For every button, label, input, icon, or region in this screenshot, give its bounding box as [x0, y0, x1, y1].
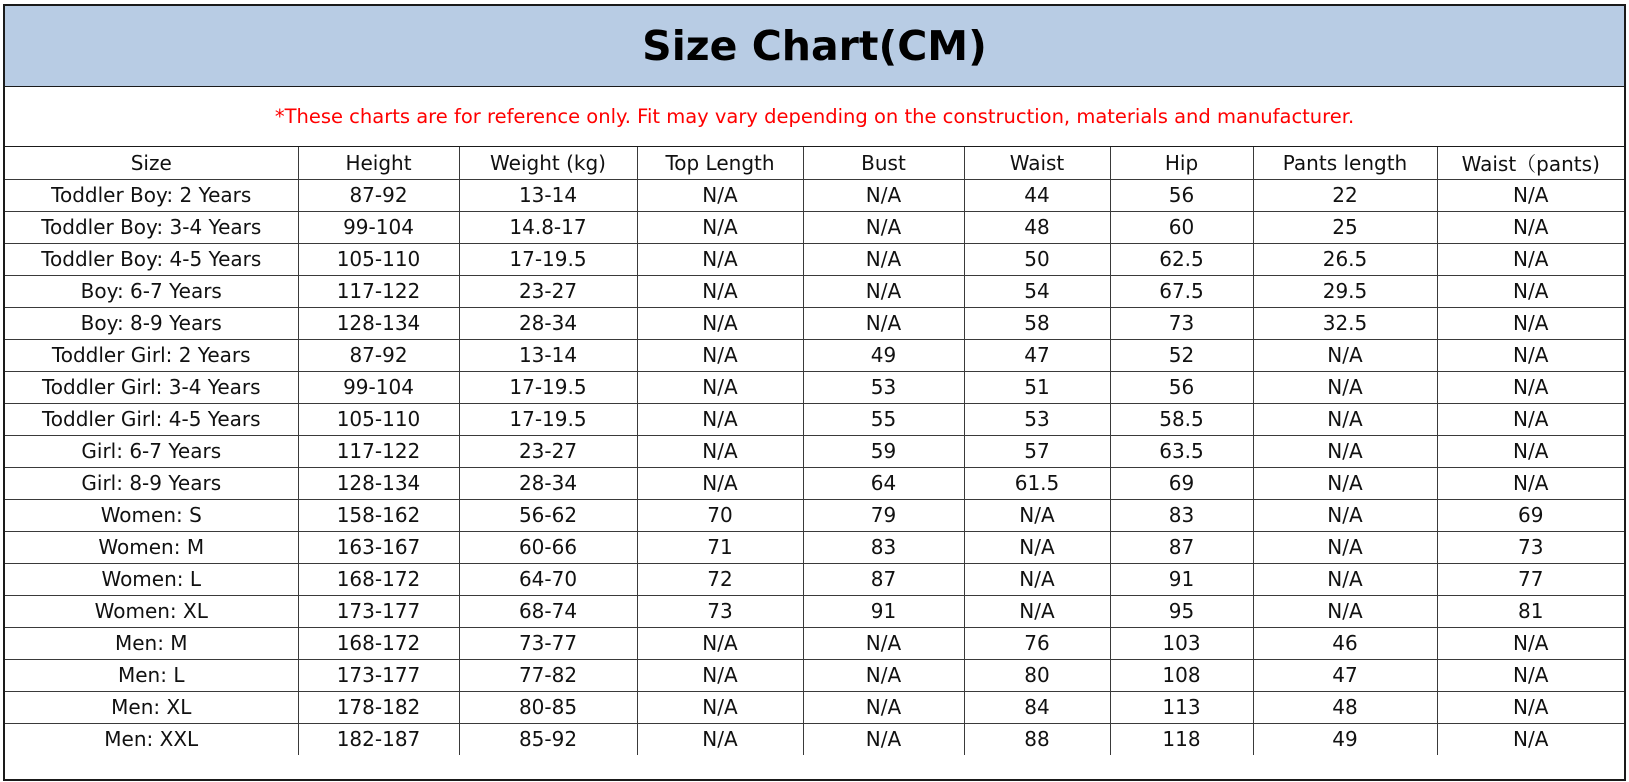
table-cell-size: Men: XL — [5, 691, 298, 723]
table-cell-height: 87-92 — [298, 339, 459, 371]
table-cell-waist-pants: N/A — [1437, 691, 1624, 723]
page-title: Size Chart(CM) — [642, 22, 987, 70]
table-cell-height: 178-182 — [298, 691, 459, 723]
table-row — [5, 403, 1624, 435]
table-row — [5, 307, 1624, 339]
table-cell-weight: 28-34 — [459, 307, 637, 339]
table-row — [5, 467, 1624, 499]
column-header-bust: Bust — [803, 147, 964, 179]
table-row — [5, 563, 1624, 595]
table-cell-waist-pants: N/A — [1437, 307, 1624, 339]
table-cell-height: 168-172 — [298, 627, 459, 659]
table-cell-pants-length: 49 — [1253, 723, 1437, 755]
table-cell-pants-length: N/A — [1253, 339, 1437, 371]
table-cell-bust: N/A — [803, 243, 964, 275]
table-cell-size: Women: L — [5, 563, 298, 595]
table-cell-hip: 87 — [1110, 531, 1253, 563]
table-cell-hip: 69 — [1110, 467, 1253, 499]
table-cell-bust: N/A — [803, 275, 964, 307]
table-cell-pants-length: 32.5 — [1253, 307, 1437, 339]
table-cell-pants-length: N/A — [1253, 435, 1437, 467]
table-cell-top-length: N/A — [637, 403, 803, 435]
column-header-waist-pants: Waist（pants) — [1437, 147, 1624, 179]
table-cell-height: 168-172 — [298, 563, 459, 595]
table-cell-hip: 52 — [1110, 339, 1253, 371]
disclaimer-note: *These charts are for reference only. Fit may vary depending on the construction, materials and manufacturer. — [274, 105, 1355, 128]
table-cell-pants-length: N/A — [1253, 531, 1437, 563]
table-cell-size: Toddler Boy: 3-4 Years — [5, 211, 298, 243]
table-cell-bust: 64 — [803, 467, 964, 499]
column-header-waist: Waist — [964, 147, 1110, 179]
table-cell-weight: 56-62 — [459, 499, 637, 531]
table-cell-weight: 23-27 — [459, 275, 637, 307]
table-cell-waist: 54 — [964, 275, 1110, 307]
table-body — [5, 179, 1624, 755]
table-cell-top-length: N/A — [637, 339, 803, 371]
table-cell-hip: 67.5 — [1110, 275, 1253, 307]
table-cell-hip: 91 — [1110, 563, 1253, 595]
table-row — [5, 211, 1624, 243]
table-cell-top-length: N/A — [637, 467, 803, 499]
table-cell-pants-length: 26.5 — [1253, 243, 1437, 275]
table-cell-hip: 73 — [1110, 307, 1253, 339]
table-cell-waist-pants: 69 — [1437, 499, 1624, 531]
table-row — [5, 243, 1624, 275]
table-cell-bust: 83 — [803, 531, 964, 563]
table-cell-height: 173-177 — [298, 595, 459, 627]
table-cell-waist-pants: 73 — [1437, 531, 1624, 563]
table-cell-waist-pants: N/A — [1437, 659, 1624, 691]
table-cell-hip: 63.5 — [1110, 435, 1253, 467]
table-cell-top-length: 71 — [637, 531, 803, 563]
column-header-pants-length: Pants length — [1253, 147, 1437, 179]
table-cell-weight: 13-14 — [459, 179, 637, 211]
table-cell-pants-length: N/A — [1253, 467, 1437, 499]
table-cell-size: Toddler Girl: 3-4 Years — [5, 371, 298, 403]
table-cell-height: 105-110 — [298, 243, 459, 275]
table-cell-height: 117-122 — [298, 435, 459, 467]
table-cell-hip: 56 — [1110, 371, 1253, 403]
table-cell-waist: N/A — [964, 499, 1110, 531]
table-cell-waist-pants: N/A — [1437, 243, 1624, 275]
table-row — [5, 179, 1624, 211]
table-cell-weight: 85-92 — [459, 723, 637, 755]
table-row — [5, 435, 1624, 467]
table-cell-weight: 23-27 — [459, 435, 637, 467]
table-row — [5, 595, 1624, 627]
table-cell-pants-length: N/A — [1253, 595, 1437, 627]
table-cell-waist-pants: N/A — [1437, 627, 1624, 659]
table-cell-top-length: N/A — [637, 723, 803, 755]
table-cell-waist: 61.5 — [964, 467, 1110, 499]
table-row — [5, 339, 1624, 371]
table-cell-size: Boy: 8-9 Years — [5, 307, 298, 339]
table-cell-height: 128-134 — [298, 307, 459, 339]
table-cell-size: Boy: 6-7 Years — [5, 275, 298, 307]
table-cell-waist-pants: N/A — [1437, 723, 1624, 755]
table-cell-waist: 50 — [964, 243, 1110, 275]
table-cell-pants-length: 48 — [1253, 691, 1437, 723]
table-cell-waist-pants: N/A — [1437, 467, 1624, 499]
table-header — [5, 147, 1624, 179]
table-cell-waist: N/A — [964, 531, 1110, 563]
table-cell-pants-length: N/A — [1253, 563, 1437, 595]
table-cell-pants-length: N/A — [1253, 403, 1437, 435]
table-cell-pants-length: 22 — [1253, 179, 1437, 211]
table-cell-pants-length: 47 — [1253, 659, 1437, 691]
table-cell-pants-length: N/A — [1253, 499, 1437, 531]
table-cell-bust: 79 — [803, 499, 964, 531]
table-cell-top-length: N/A — [637, 371, 803, 403]
table-cell-waist-pants: N/A — [1437, 339, 1624, 371]
column-header-top-length: Top Length — [637, 147, 803, 179]
table-cell-waist: 47 — [964, 339, 1110, 371]
table-cell-waist-pants: N/A — [1437, 371, 1624, 403]
table-cell-top-length: N/A — [637, 435, 803, 467]
table-cell-height: 163-167 — [298, 531, 459, 563]
table-row — [5, 627, 1624, 659]
table-cell-size: Men: M — [5, 627, 298, 659]
table-cell-waist: 80 — [964, 659, 1110, 691]
table-cell-waist: 58 — [964, 307, 1110, 339]
table-cell-top-length: N/A — [637, 659, 803, 691]
table-row — [5, 691, 1624, 723]
table-cell-height: 128-134 — [298, 467, 459, 499]
table-cell-bust: N/A — [803, 627, 964, 659]
size-chart-sheet — [3, 4, 1626, 781]
table-cell-waist-pants: N/A — [1437, 275, 1624, 307]
table-cell-hip: 95 — [1110, 595, 1253, 627]
table-row — [5, 275, 1624, 307]
table-cell-top-length: N/A — [637, 627, 803, 659]
table-cell-size: Girl: 6-7 Years — [5, 435, 298, 467]
table-cell-weight: 73-77 — [459, 627, 637, 659]
table-cell-height: 99-104 — [298, 211, 459, 243]
table-cell-top-length: N/A — [637, 179, 803, 211]
table-cell-pants-length: N/A — [1253, 371, 1437, 403]
table-cell-top-length: 72 — [637, 563, 803, 595]
table-cell-bust: 91 — [803, 595, 964, 627]
table-cell-weight: 64-70 — [459, 563, 637, 595]
table-cell-hip: 58.5 — [1110, 403, 1253, 435]
table-cell-size: Women: XL — [5, 595, 298, 627]
table-cell-hip: 62.5 — [1110, 243, 1253, 275]
table-cell-height: 105-110 — [298, 403, 459, 435]
table-cell-size: Women: M — [5, 531, 298, 563]
table-cell-waist-pants: 81 — [1437, 595, 1624, 627]
table-cell-hip: 108 — [1110, 659, 1253, 691]
table-cell-waist: 76 — [964, 627, 1110, 659]
table-cell-weight: 28-34 — [459, 467, 637, 499]
table-cell-hip: 56 — [1110, 179, 1253, 211]
table-cell-weight: 17-19.5 — [459, 243, 637, 275]
table-cell-bust: 49 — [803, 339, 964, 371]
table-cell-bust: N/A — [803, 211, 964, 243]
table-cell-hip: 113 — [1110, 691, 1253, 723]
table-cell-waist: 53 — [964, 403, 1110, 435]
table-cell-waist: 84 — [964, 691, 1110, 723]
disclaimer-band — [5, 87, 1624, 147]
table-cell-size: Men: XXL — [5, 723, 298, 755]
table-cell-size: Girl: 8-9 Years — [5, 467, 298, 499]
table-cell-bust: N/A — [803, 723, 964, 755]
table-row — [5, 531, 1624, 563]
table-cell-pants-length: 46 — [1253, 627, 1437, 659]
table-cell-height: 158-162 — [298, 499, 459, 531]
table-cell-top-length: N/A — [637, 307, 803, 339]
table-cell-weight: 17-19.5 — [459, 371, 637, 403]
table-row — [5, 371, 1624, 403]
table-cell-top-length: N/A — [637, 243, 803, 275]
table-cell-size: Toddler Boy: 4-5 Years — [5, 243, 298, 275]
table-cell-top-length: 70 — [637, 499, 803, 531]
table-cell-hip: 118 — [1110, 723, 1253, 755]
column-header-weight: Weight (kg) — [459, 147, 637, 179]
table-row — [5, 659, 1624, 691]
table-cell-height: 87-92 — [298, 179, 459, 211]
table-cell-weight: 68-74 — [459, 595, 637, 627]
table-cell-waist-pants: N/A — [1437, 211, 1624, 243]
table-cell-top-length: N/A — [637, 691, 803, 723]
table-cell-height: 117-122 — [298, 275, 459, 307]
table-cell-height: 99-104 — [298, 371, 459, 403]
table-cell-bust: 55 — [803, 403, 964, 435]
table-cell-hip: 83 — [1110, 499, 1253, 531]
table-cell-size: Women: S — [5, 499, 298, 531]
table-row — [5, 499, 1624, 531]
table-cell-top-length: N/A — [637, 275, 803, 307]
column-header-size: Size — [5, 147, 298, 179]
table-cell-waist: N/A — [964, 595, 1110, 627]
table-cell-waist: 51 — [964, 371, 1110, 403]
table-cell-size: Men: L — [5, 659, 298, 691]
table-cell-waist-pants: N/A — [1437, 403, 1624, 435]
table-row — [5, 723, 1624, 755]
header-row — [5, 147, 1624, 179]
table-cell-waist: 88 — [964, 723, 1110, 755]
table-cell-size: Toddler Girl: 4-5 Years — [5, 403, 298, 435]
column-header-height: Height — [298, 147, 459, 179]
table-cell-top-length: N/A — [637, 211, 803, 243]
table-cell-weight: 60-66 — [459, 531, 637, 563]
table-cell-waist-pants: N/A — [1437, 179, 1624, 211]
table-cell-top-length: 73 — [637, 595, 803, 627]
table-cell-weight: 14.8-17 — [459, 211, 637, 243]
table-cell-height: 173-177 — [298, 659, 459, 691]
title-band — [5, 6, 1624, 87]
table-cell-bust: 53 — [803, 371, 964, 403]
table-cell-bust: N/A — [803, 691, 964, 723]
column-header-hip: Hip — [1110, 147, 1253, 179]
table-cell-weight: 80-85 — [459, 691, 637, 723]
table-cell-size: Toddler Girl: 2 Years — [5, 339, 298, 371]
table-cell-waist: N/A — [964, 563, 1110, 595]
table-cell-bust: N/A — [803, 307, 964, 339]
table-cell-hip: 103 — [1110, 627, 1253, 659]
table-cell-hip: 60 — [1110, 211, 1253, 243]
table-cell-size: Toddler Boy: 2 Years — [5, 179, 298, 211]
table-cell-waist: 48 — [964, 211, 1110, 243]
table-cell-waist: 57 — [964, 435, 1110, 467]
table-cell-waist-pants: 77 — [1437, 563, 1624, 595]
table-cell-pants-length: 25 — [1253, 211, 1437, 243]
table-cell-weight: 17-19.5 — [459, 403, 637, 435]
table-cell-weight: 13-14 — [459, 339, 637, 371]
size-table — [5, 147, 1624, 755]
table-cell-weight: 77-82 — [459, 659, 637, 691]
table-cell-height: 182-187 — [298, 723, 459, 755]
table-cell-bust: 59 — [803, 435, 964, 467]
table-cell-pants-length: 29.5 — [1253, 275, 1437, 307]
table-cell-bust: N/A — [803, 179, 964, 211]
table-cell-bust: N/A — [803, 659, 964, 691]
table-cell-waist: 44 — [964, 179, 1110, 211]
table-cell-bust: 87 — [803, 563, 964, 595]
table-cell-waist-pants: N/A — [1437, 435, 1624, 467]
